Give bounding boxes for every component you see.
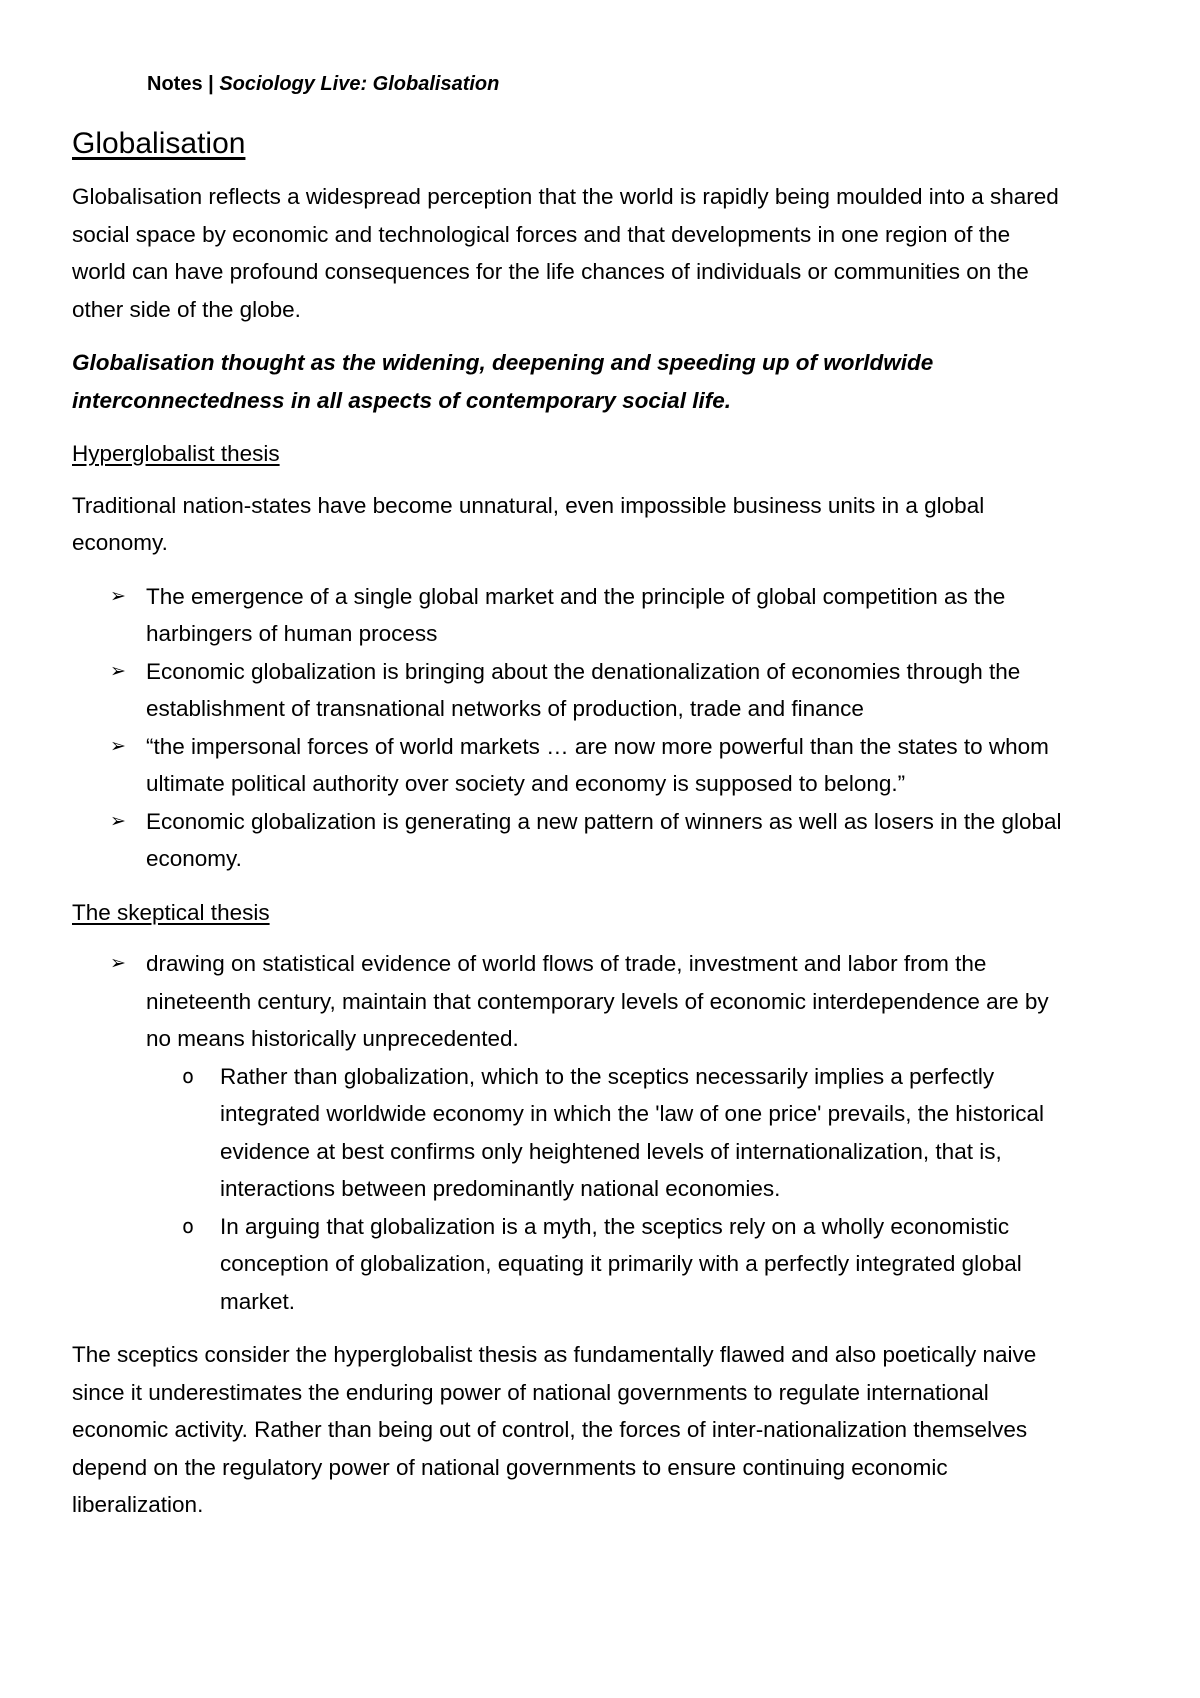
circle-bullet-icon: o [182,1063,195,1088]
header-label: Notes [147,73,203,95]
list-item [72,728,1070,803]
arrow-bullet-icon: ➢ [110,809,126,832]
document-title: Globalisation [72,127,246,160]
hyperglobalist-bullet-list [72,578,1070,878]
skeptical-sub-list [146,1058,1070,1321]
arrow-bullet-icon: ➢ [110,952,126,974]
page-header [147,70,1070,98]
skeptical-bullet-list [72,945,1070,1320]
sub-list-item [146,1058,1070,1208]
list-item-text: drawing on statistical evidence of world flows of trade, investment and labor from the nineteenth century, maintain that contemporary levels of economic interdependence are by no means historically unprecedented. [146,951,1049,1051]
list-item [72,945,1070,1320]
definition-paragraph: Globalisation thought as the widening, deepening and speeding up of worldwide interconnectedness in all aspects of contemporary social life. [72,350,934,413]
circle-bullet-icon: o [182,1213,195,1238]
list-item-text: Economic globalization is bringing about the denationalization of economies through the establishment of transnational networks of production, trade and finance [146,658,1021,721]
hyperglobalist-lead: Traditional nation-states have become unnatural, even impossible business units in a global economy. [72,492,985,555]
list-item [72,803,1070,878]
arrow-bullet-icon: ➢ [110,659,126,682]
intro-paragraph: Globalisation reflects a widespread perception that the world is rapidly being moulded into a shared social space by economic and technological forces and that developments in one region of the world can have profound consequences for the life chances of individuals or communities on the other side of the globe. [72,184,1059,322]
arrow-bullet-icon: ➢ [110,584,126,607]
list-item [72,578,1070,653]
skeptical-conclusion: The sceptics consider the hyperglobalist thesis as fundamentally flawed and also poetically naive since it underestimates the enduring power of national governments to regulate international economic activity. Rather than being out of control, the forces of inter-nationalization themselves depend on the regulatory power of national governments to ensure continuing economic liberalization. [72,1342,1037,1517]
sub-list-item-text: Rather than globalization, which to the sceptics necessarily implies a perfectly integrated worldwide economy in which the 'law of one price' prevails, the historical evidence at best confirms only heightened levels of internationalization, that is, interactions between predominantly national economies. [220,1063,1045,1201]
list-item-text: “the impersonal forces of world markets … are now more powerful than the states to whom ultimate political authority over society and economy is supposed to belong.” [146,733,1049,796]
hyperglobalist-heading: Hyperglobalist thesis [72,441,280,466]
arrow-bullet-icon: ➢ [110,734,126,757]
list-item-text: The emergence of a single global market and the principle of global competition as the harbingers of human process [146,583,1006,646]
skeptical-heading: The skeptical thesis [72,899,270,925]
header-separator: | [208,73,214,95]
header-title: Sociology Live: Globalisation [219,73,500,95]
sub-list-item-text: In arguing that globalization is a myth, the sceptics rely on a wholly economistic conception of globalization, equating it primarily with a perfectly integrated global market. [220,1213,1022,1314]
list-item [72,653,1070,728]
sub-list-item [146,1208,1070,1321]
list-item-text: Economic globalization is generating a new pattern of winners as well as losers in the global economy. [146,808,1062,871]
